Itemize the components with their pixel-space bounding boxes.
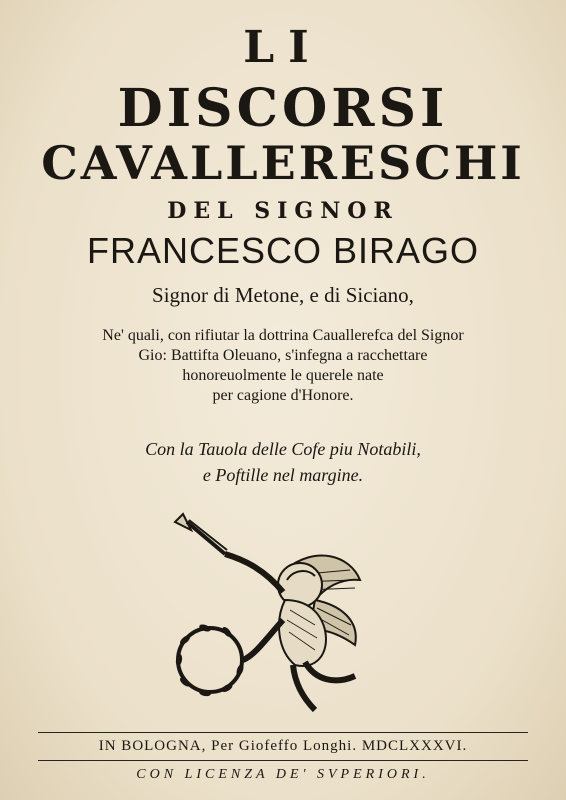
- contents-note-line: e Poftille nel margine.: [202, 465, 364, 485]
- description-line: per cagione d'Honore.: [212, 387, 354, 404]
- description-line: Ne' quali, con rifiutar la dottrina Cauallerefca del Signor: [102, 327, 464, 344]
- imprint-top-rule: [38, 732, 528, 733]
- title-line-discorsi: DISCORSI: [117, 78, 449, 139]
- imprint-bottom-rule: [38, 760, 528, 761]
- title-line-del-signor: DEL SIGNOR: [167, 198, 399, 224]
- description-block: [0, 326, 566, 406]
- author-name: FRANCESCO BIRAGO: [86, 230, 480, 271]
- contents-note: [0, 436, 566, 488]
- author-title: Signor di Metone, e di Siciano,: [152, 283, 414, 307]
- description-line: honoreuolmente le querele nate: [182, 367, 384, 384]
- title-line-li: LI: [243, 22, 323, 73]
- contents-note-line: Con la Tauola delle Cofe piu Notabili,: [145, 439, 421, 459]
- description-line: Gio: Battifta Oleuano, s'infegna a racchettare: [138, 347, 428, 364]
- title-line-cavallereschi: CAVALLERESCHI: [41, 136, 525, 190]
- imprint: IN BOLOGNA, Per Giofeffo Longhi. MDCLXXXVI.: [98, 738, 468, 754]
- cherub-emblem-icon: [165, 500, 380, 725]
- license-line: CON LICENZA DE' SVPERIORI.: [136, 767, 430, 782]
